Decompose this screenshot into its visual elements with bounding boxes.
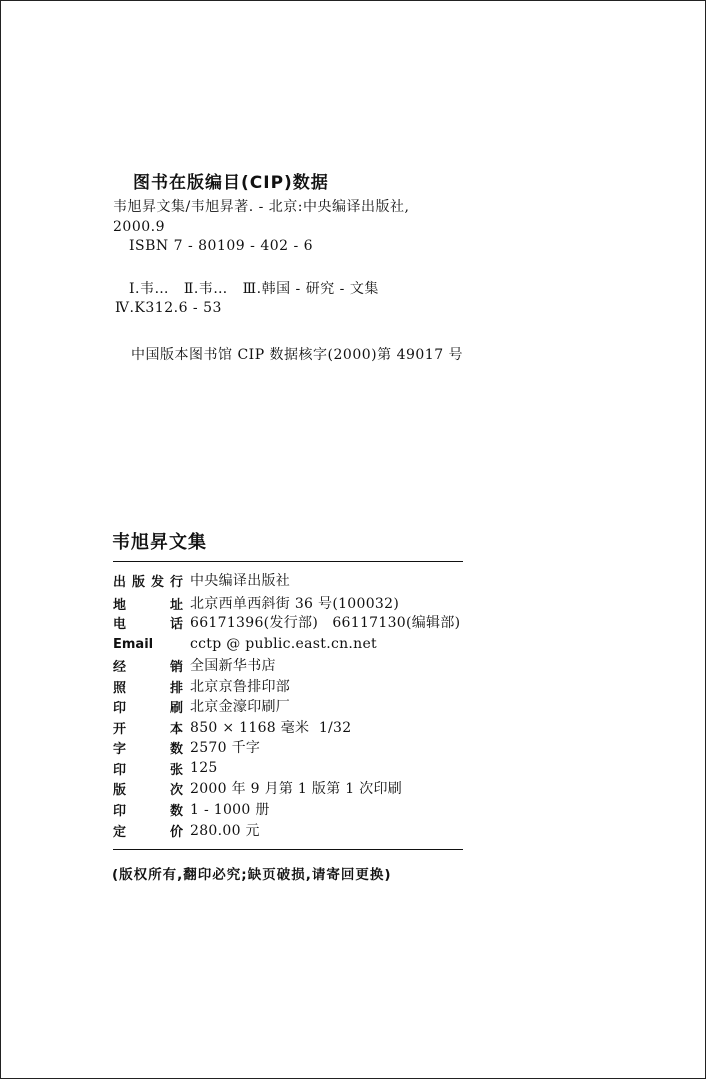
- detail-label: 经销: [113, 659, 183, 675]
- cip-title: 图书在版编目(CIP)数据: [133, 173, 329, 193]
- detail-label: 电话: [113, 616, 183, 632]
- detail-label: 照排: [113, 680, 183, 696]
- cip-line-2: 2000.9: [113, 219, 165, 235]
- top-rule: [113, 561, 463, 562]
- cip-line-5: Ⅳ.K312.6 - 53: [115, 300, 222, 316]
- cip-line-3: ISBN 7 - 80109 - 402 - 6: [129, 238, 314, 254]
- detail-row-publisher: [113, 570, 290, 590]
- detail-value: cctp @ public.east.cn.net: [190, 636, 377, 652]
- detail-value: 北京金濠印刷厂: [190, 699, 291, 715]
- bottom-rule: [113, 849, 463, 850]
- detail-label: 定价: [113, 824, 183, 840]
- detail-label: Email: [113, 636, 154, 652]
- detail-value: 66171396(发行部) 66117130(编辑部): [190, 615, 461, 631]
- detail-label: 印刷: [113, 700, 183, 716]
- detail-row-edition: [113, 778, 402, 798]
- cip-line-4: Ⅰ.韦… Ⅱ.韦… Ⅲ.韩国 - 研究 - 文集: [129, 281, 379, 297]
- detail-label: 印数: [113, 803, 183, 819]
- detail-label: 开本: [113, 721, 183, 737]
- detail-row-distributor: [113, 655, 276, 675]
- detail-value: 125: [190, 760, 218, 776]
- detail-label: 地址: [113, 597, 183, 613]
- detail-value: 北京京鲁排印部: [190, 679, 291, 695]
- detail-row-price: [113, 820, 260, 840]
- detail-row-address: [113, 593, 399, 613]
- book-title: 韦旭昇文集: [112, 532, 207, 553]
- detail-row-print-run: [113, 799, 270, 819]
- detail-label: 印张: [113, 762, 183, 778]
- detail-value: 2570 千字: [190, 740, 261, 756]
- detail-value: 1 - 1000 册: [190, 802, 270, 818]
- detail-value: 全国新华书店: [190, 658, 276, 674]
- detail-label: 出版发行: [113, 574, 183, 590]
- detail-row-word-count: [113, 737, 260, 757]
- detail-value: 中央编译出版社: [190, 573, 291, 589]
- detail-label: 版次: [113, 782, 183, 798]
- copyright-notice: (版权所有,翻印必究;缺页破损,请寄回更换): [112, 867, 392, 883]
- detail-row-sheets: [113, 758, 218, 778]
- detail-row-email: [113, 634, 377, 654]
- detail-row-format: [113, 717, 351, 737]
- detail-row-printer: [113, 696, 290, 716]
- detail-value: 2000 年 9 月第 1 版第 1 次印刷: [190, 781, 403, 797]
- cip-line-1: 韦旭昇文集/韦旭昇著. - 北京:中央编译出版社,: [113, 199, 410, 215]
- detail-value: 北京西单西斜街 36 号(100032): [190, 596, 400, 612]
- detail-value: 280.00 元: [190, 823, 260, 839]
- detail-row-phone: [113, 612, 460, 632]
- detail-value: 850 × 1168 毫米 1/32: [190, 720, 352, 736]
- detail-label: 字数: [113, 741, 183, 757]
- cip-line-6: 中国版本图书馆 CIP 数据核字(2000)第 49017 号: [131, 347, 464, 363]
- detail-row-typesetting: [113, 676, 290, 696]
